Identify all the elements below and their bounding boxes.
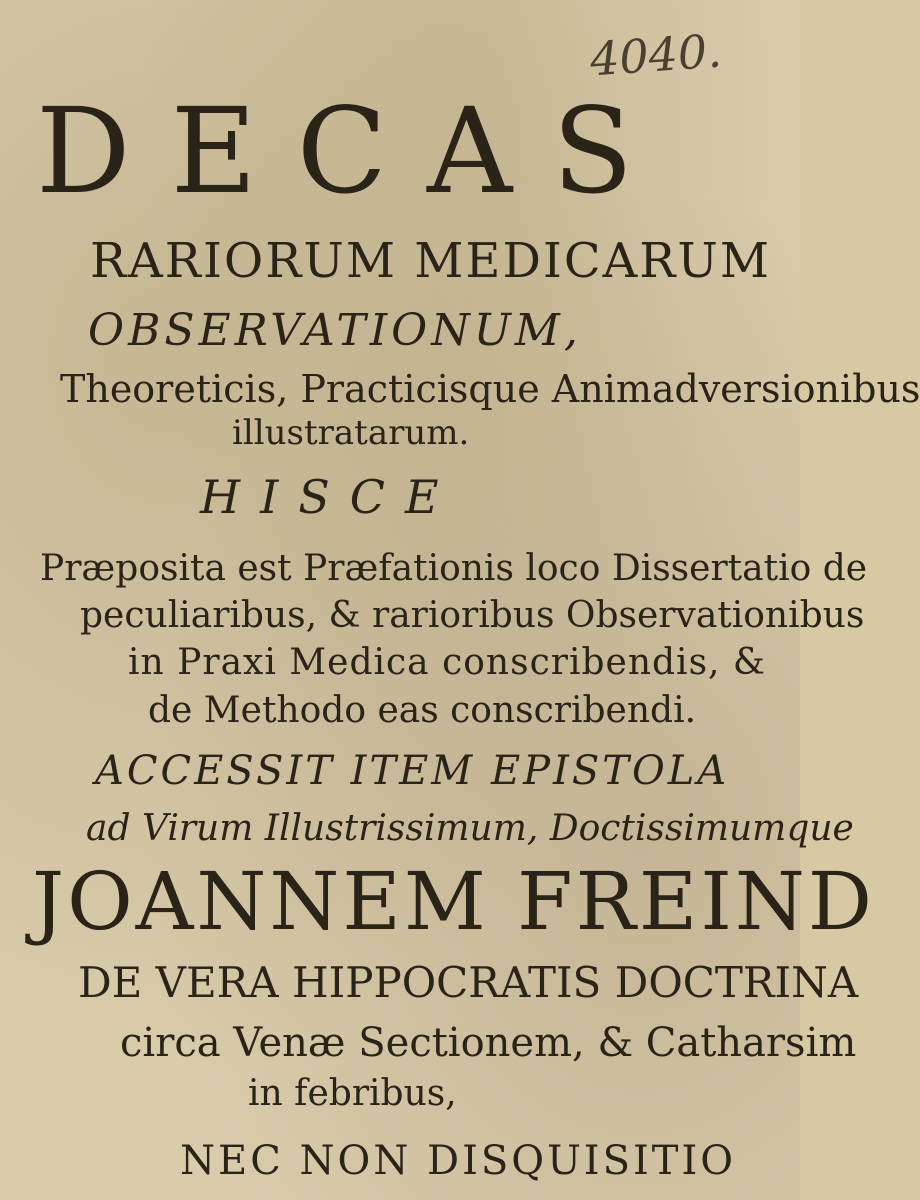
body-line: peculiaribus, & rarioribus Observationibus (80, 595, 865, 636)
body-line: Præposita est Præfationis loco Dissertatio de (40, 548, 868, 589)
illustratarum-line: illustratarum. (232, 413, 470, 453)
ad-virum-line: ad Virum Illustrissimum, Doctissimumque (86, 808, 854, 849)
observationum: OBSERVATIONUM, (88, 305, 582, 356)
shelfmark: 4040. (588, 23, 724, 87)
circa-line: circa Venæ Sectionem, & Catharsim (120, 1020, 857, 1066)
febribus-line: in febribus, (248, 1073, 457, 1114)
hisce-heading: HISCE (200, 470, 459, 524)
body-line: in Praxi Medica conscribendis, & (128, 642, 766, 683)
joannem-freind: JOANNEM FREIND (32, 855, 876, 948)
theoreticis-line: Theoreticis, Practicisque Animadversionibus (60, 367, 920, 411)
body-line: de Methodo eas conscribendi. (148, 690, 697, 731)
rariorum-medicarum: RARIORUM MEDICARUM (90, 233, 772, 289)
accessit-line: ACCESSIT ITEM EPISTOLA (95, 748, 730, 794)
decas-heading: DECAS (36, 82, 674, 220)
nec-non-line: NEC NON DISQUISITIO (180, 1138, 737, 1184)
de-vera-line: DE VERA HIPPOCRATIS DOCTRINA (78, 958, 859, 1007)
